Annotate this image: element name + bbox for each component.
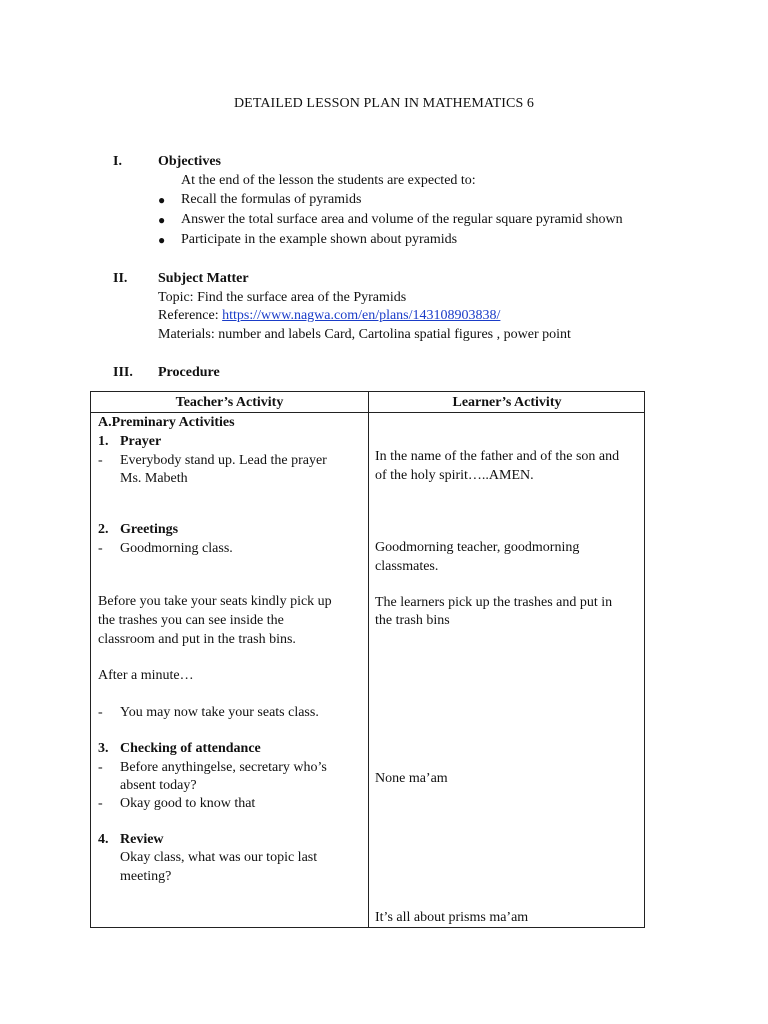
topic-line: Topic: Find the surface area of the Pyramids <box>158 290 407 305</box>
bullet-icon: ● <box>158 193 166 207</box>
dash-marker: - <box>98 760 103 775</box>
learner-greeting-response: classmates. <box>375 559 439 574</box>
teacher-seats-text: You may now take your seats class. <box>120 705 319 720</box>
prayer-number: 1. <box>98 434 109 449</box>
objectives-intro: At the end of the lesson the students are expected to: <box>181 173 476 188</box>
activity-table <box>90 391 645 928</box>
bullet-icon: ● <box>158 213 166 227</box>
greetings-heading: Greetings <box>120 522 179 537</box>
dash-marker: - <box>98 541 103 556</box>
section-number-objectives: I. <box>113 154 122 169</box>
attendance-number: 3. <box>98 741 109 756</box>
dash-marker: - <box>98 796 103 811</box>
teacher-trash-text: Before you take your seats kindly pick up <box>98 594 332 609</box>
bullet-icon: ● <box>158 233 166 247</box>
section-title-subject-matter: Subject Matter <box>158 271 249 286</box>
learner-activity-header: Learner’s Activity <box>452 395 562 410</box>
document-title: DETAILED LESSON PLAN IN MATHEMATICS 6 <box>233 96 535 111</box>
section-number-subject-matter: II. <box>113 271 128 286</box>
learner-trash-response: the trash bins <box>375 613 450 628</box>
learner-trash-response: The learners pick up the trashes and put in <box>375 595 613 610</box>
teacher-attendance-text: Okay good to know that <box>120 796 256 811</box>
reference-line <box>158 306 500 325</box>
teacher-attendance-text: Before anythingelse, secretary who’s <box>120 760 327 775</box>
teacher-after-minute-text: After a minute… <box>98 668 194 683</box>
teacher-review-text: meeting? <box>120 869 172 884</box>
teacher-greeting-text: Goodmorning class. <box>120 541 233 556</box>
section-number-procedure: III. <box>113 365 133 380</box>
learner-prayer-response: of the holy spirit…..AMEN. <box>375 468 534 483</box>
objective-item: Answer the total surface area and volume of the regular square pyramid shown <box>181 212 623 227</box>
greetings-number: 2. <box>98 522 109 537</box>
attendance-heading: Checking of attendance <box>120 741 261 756</box>
learner-greeting-response: Goodmorning teacher, goodmorning <box>375 540 580 555</box>
dash-marker: - <box>98 453 103 468</box>
learner-review-response: It’s all about prisms ma’am <box>375 910 529 925</box>
section-title-procedure: Procedure <box>158 365 220 380</box>
teacher-trash-text: classroom and put in the trash bins. <box>98 632 296 647</box>
teacher-trash-text: the trashes you can see inside the <box>98 613 284 628</box>
review-heading: Review <box>120 832 164 847</box>
teacher-prayer-text: Ms. Mabeth <box>120 471 188 486</box>
dash-marker: - <box>98 705 103 720</box>
prayer-heading: Prayer <box>120 434 162 449</box>
teacher-activity-header: Teacher’s Activity <box>175 395 284 410</box>
materials-line: Materials: number and labels Card, Cartolina spatial figures , power point <box>158 327 571 342</box>
learner-prayer-response: In the name of the father and of the son and <box>375 449 620 464</box>
reference-link[interactable]: https://www.nagwa.com/en/plans/143108903838/ <box>222 308 501 323</box>
preliminary-activities-heading: A.Preminary Activities <box>98 415 235 430</box>
section-title-objectives: Objectives <box>158 154 221 169</box>
objective-item: Recall the formulas of pyramids <box>181 192 362 207</box>
teacher-attendance-text: absent today? <box>120 778 197 793</box>
teacher-review-text: Okay class, what was our topic last <box>120 850 318 865</box>
review-number: 4. <box>98 832 109 847</box>
objective-item: Participate in the example shown about pyramids <box>181 232 458 247</box>
reference-label: Reference: <box>158 308 223 323</box>
column-divider <box>368 392 369 927</box>
teacher-prayer-text: Everybody stand up. Lead the prayer <box>120 453 327 468</box>
learner-attendance-response: None ma’am <box>375 771 448 786</box>
